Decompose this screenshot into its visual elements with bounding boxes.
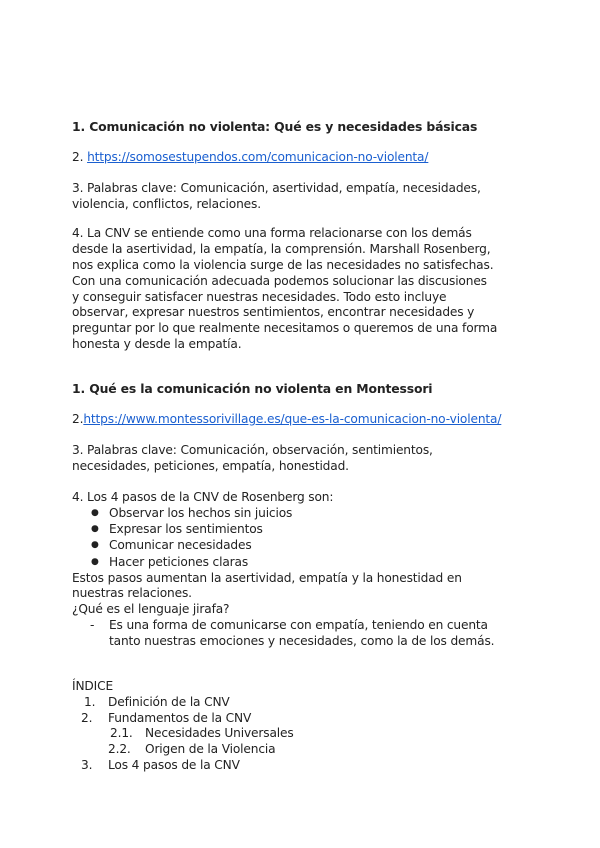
- section2-keywords-line: 3. Palabras clave: Comunicación, observación, sentimientos,: [72, 443, 433, 457]
- section2-url-prefix: 2.: [72, 412, 84, 426]
- index-item-number: 1.: [84, 695, 96, 709]
- steps-intro: 4. Los 4 pasos de la CNV de Rosenberg son:: [72, 490, 334, 504]
- jirafa-answer-line: Es una forma de comunicarse con empatía, teniendo en cuenta: [109, 618, 488, 632]
- section1-summary-line: 4. La CNV se entiende como una forma relacionarse con los demás: [72, 226, 472, 240]
- index-item-label: Origen de la Violencia: [145, 742, 276, 756]
- index-title: ÍNDICE: [72, 679, 114, 693]
- index-item-label: Fundamentos de la CNV: [108, 711, 252, 725]
- bullet-icon: ●: [91, 508, 99, 518]
- index-item-label: Definición de la CNV: [108, 695, 230, 709]
- index-item-number: 3.: [81, 758, 93, 772]
- bullet-icon: ●: [91, 524, 99, 534]
- step-item: Hacer peticiones claras: [109, 555, 249, 569]
- section1-url-link[interactable]: https://somosestupendos.com/comunicacion-no-violenta/: [87, 150, 429, 164]
- section2-url-link[interactable]: https://www.montessorivillage.es/que-es-la-comunicacion-no-violenta/: [83, 412, 502, 426]
- index-item-label: Necesidades Universales: [145, 726, 294, 740]
- section1-summary-line: nos explica como la violencia surge de las necesidades no satisfechas.: [72, 258, 494, 272]
- index-item-label: Los 4 pasos de la CNV: [108, 758, 240, 772]
- section1-summary-line: y conseguir satisfacer nuestras necesidades. Todo esto incluye: [72, 290, 447, 304]
- dash-bullet: -: [90, 618, 95, 632]
- bullet-icon: ●: [91, 540, 99, 550]
- after-steps-line: Estos pasos aumentan la asertividad, empatía y la honestidad en: [72, 571, 462, 585]
- section1-summary-line: desde la asertividad, la empatía, la comprensión. Marshall Rosenberg,: [72, 242, 491, 256]
- jirafa-question: ¿Qué es el lenguaje jirafa?: [72, 602, 230, 616]
- section1-keywords-line: violencia, conflictos, relaciones.: [72, 197, 261, 211]
- section2-keywords-line: necesidades, peticiones, empatía, honestidad.: [72, 459, 349, 473]
- section1-summary-line: honesta y desde la empatía.: [72, 337, 242, 351]
- section1-summary-line: Con una comunicación adecuada podemos solucionar las discusiones: [72, 274, 487, 288]
- bullet-icon: ●: [91, 557, 99, 567]
- step-item: Comunicar necesidades: [109, 538, 252, 552]
- index-item-number: 2.: [81, 711, 93, 725]
- section1-keywords-line: 3. Palabras clave: Comunicación, asertividad, empatía, necesidades,: [72, 181, 481, 195]
- section1-title: 1. Comunicación no violenta: Qué es y necesidades básicas: [72, 119, 478, 134]
- section2-source: [72, 412, 501, 427]
- index-item-number: 2.1.: [110, 726, 133, 740]
- section2-title: 1. Qué es la comunicación no violenta en Montessori: [72, 381, 433, 396]
- step-item: Expresar los sentimientos: [109, 522, 263, 536]
- after-steps-line: nuestras relaciones.: [72, 586, 192, 600]
- section1-summary-line: preguntar por lo que realmente necesitamos o queremos de una forma: [72, 321, 498, 335]
- section1-url-prefix: 2.: [72, 150, 88, 164]
- jirafa-answer-line: tanto nuestras emociones y necesidades, como la de los demás.: [109, 634, 495, 648]
- step-item: Observar los hechos sin juicios: [109, 506, 293, 520]
- section1-summary-line: observar, expresar nuestros sentimientos, encontrar necesidades y: [72, 305, 475, 319]
- index-item-number: 2.2.: [108, 742, 131, 756]
- section1-source: [72, 150, 428, 165]
